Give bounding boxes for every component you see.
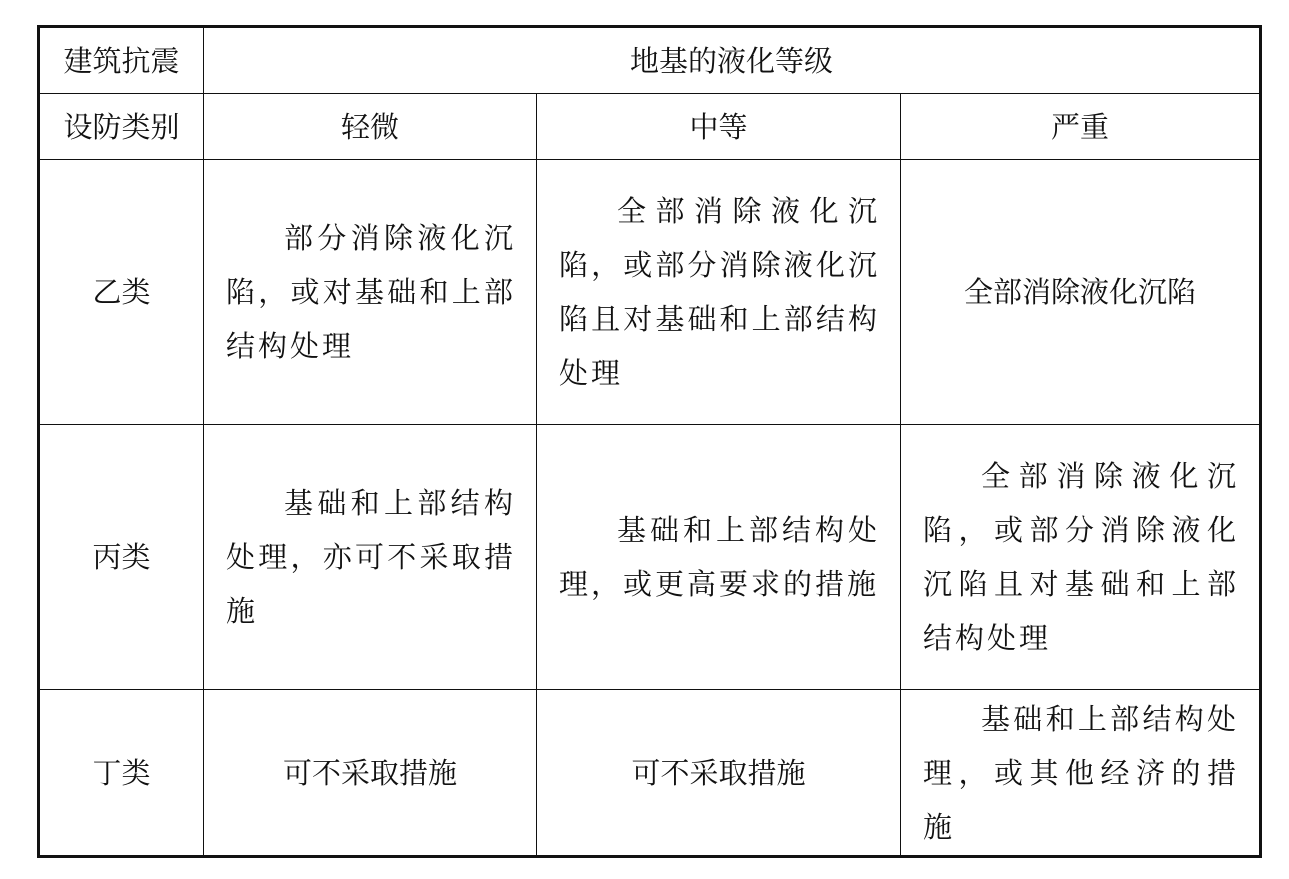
table-cell: 可不采取措施 — [204, 690, 537, 857]
table-cell: 全部消除液化沉陷 — [901, 160, 1261, 425]
category-header-line1: 建筑抗震 — [39, 27, 204, 94]
liquefaction-measures-table — [37, 25, 1262, 858]
header-row-2 — [39, 94, 1261, 160]
table-row — [39, 160, 1261, 425]
table-row — [39, 425, 1261, 690]
row-category: 丁类 — [39, 690, 204, 857]
header-row-1 — [39, 27, 1261, 94]
table-cell: 全部消除液化沉陷，或部分消除液化沉陷且对基础和上部结构处理 — [901, 425, 1261, 690]
table-cell: 基础和上部结构处理，或更高要求的措施 — [537, 425, 901, 690]
liquefaction-level-header: 地基的液化等级 — [204, 27, 1261, 94]
level-header-moderate: 中等 — [537, 94, 901, 160]
table-cell: 可不采取措施 — [537, 690, 901, 857]
table-cell: 全部消除液化沉陷，或部分消除液化沉陷且对基础和上部结构处理 — [537, 160, 901, 425]
level-header-slight: 轻微 — [204, 94, 537, 160]
table-row — [39, 690, 1261, 857]
level-header-severe: 严重 — [901, 94, 1261, 160]
table-cell: 部分消除液化沉陷，或对基础和上部结构处理 — [204, 160, 537, 425]
table-cell: 基础和上部结构处理，或其他经济的措施 — [901, 690, 1261, 857]
table-cell: 基础和上部结构处理，亦可不采取措施 — [204, 425, 537, 690]
category-header-line2: 设防类别 — [39, 94, 204, 160]
row-category: 丙类 — [39, 425, 204, 690]
row-category: 乙类 — [39, 160, 204, 425]
